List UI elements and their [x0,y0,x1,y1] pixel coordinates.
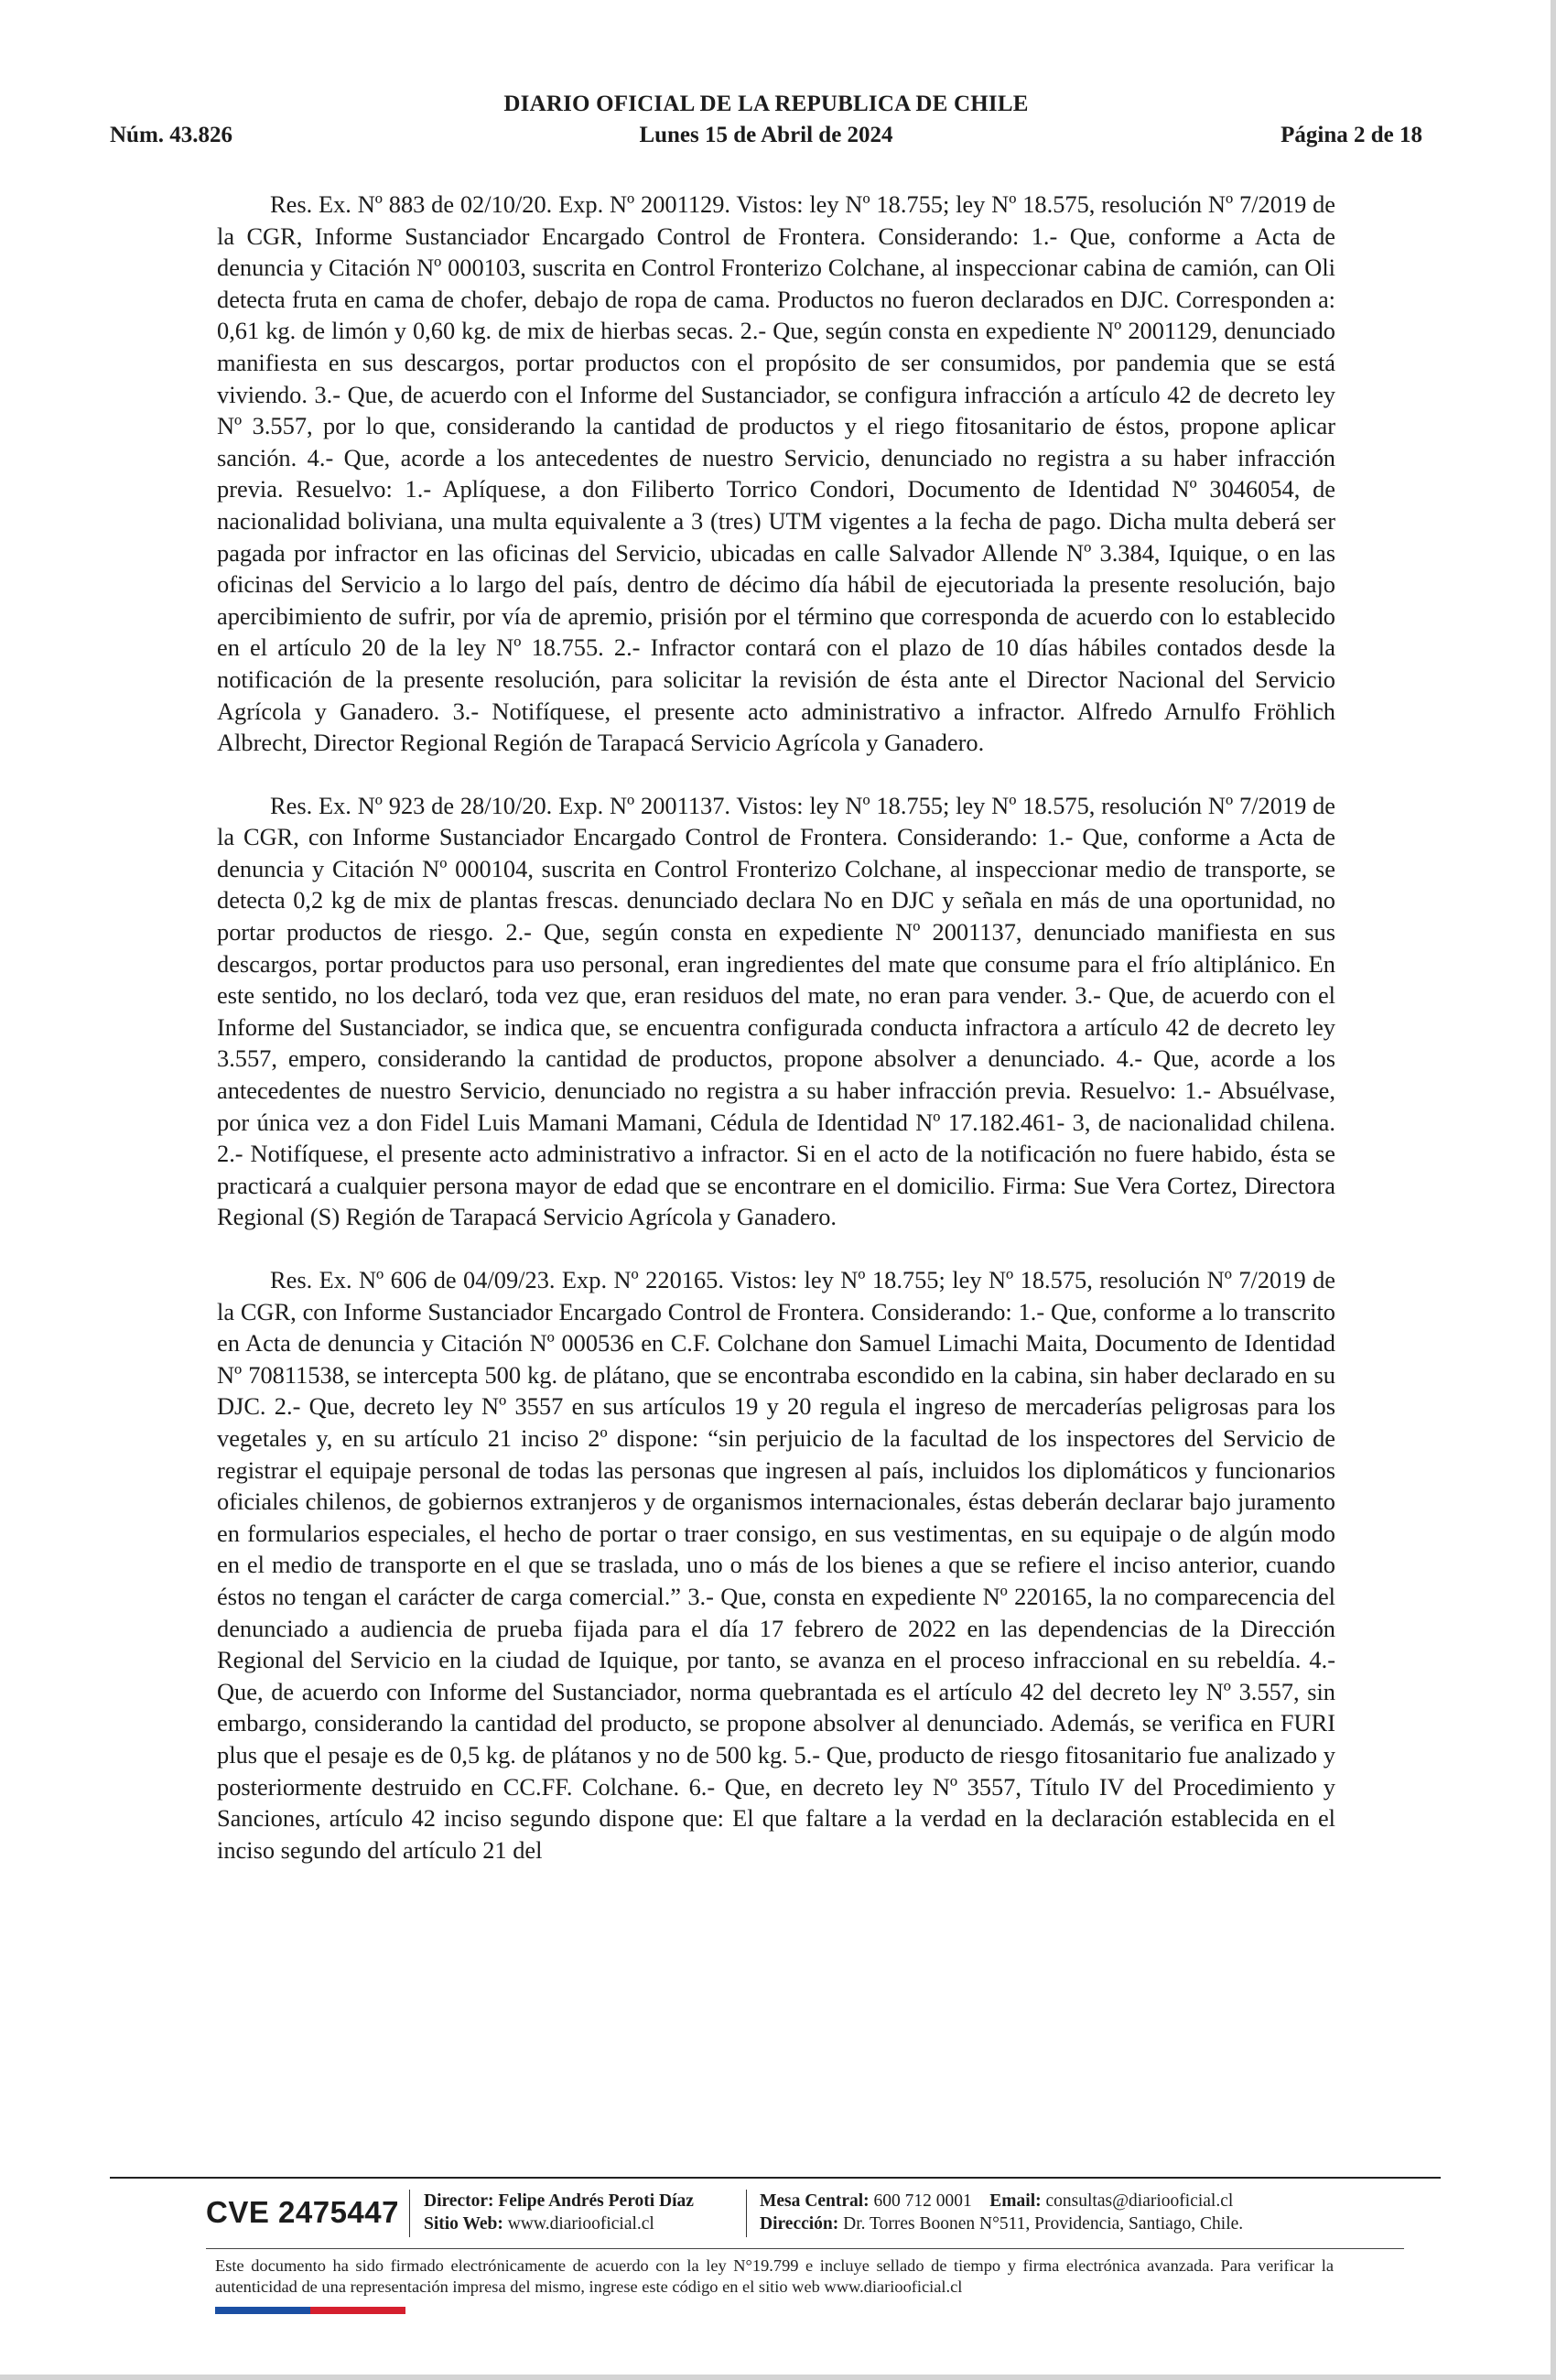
email-label: Email: [989,2191,1042,2211]
website-link[interactable]: www.diariooficial.cl [507,2214,654,2234]
footer-separator [409,2190,410,2237]
footer-contact-block [760,2190,1243,2235]
email-link[interactable]: consultas@diariooficial.cl [1045,2191,1234,2211]
footer-divider [206,2248,1404,2249]
direccion-value: Dr. Torres Boonen N°511, Providencia, Santiago, Chile. [843,2214,1244,2234]
direccion-label: Dirección: [760,2214,839,2234]
issue-number: Núm. 43.826 [110,123,233,147]
director-name: Felipe Andrés Peroti Díaz [498,2191,694,2211]
cve-code: CVE 2475447 [206,2195,399,2229]
mesa-phone: 600 712 0001 [873,2191,972,2211]
footer-info [206,2186,1404,2241]
chile-flag-stripe [215,2307,405,2314]
issue-date: Lunes 15 de Abril de 2024 [639,123,893,147]
footer-separator [746,2190,747,2237]
document-body [217,189,1335,1897]
resolution-paragraph: Res. Ex. Nº 923 de 28/10/20. Exp. Nº 2001137. Vistos: ley Nº 18.755; ley Nº 18.575, resolución Nº 7/2019 de la CGR, con Informe Sustanciador Encargado Control de Frontera. Considerando: 1.- Que, conforme a Acta de denuncia y Citación Nº 000104, suscrita en Control Fronterizo Colchane, al inspeccionar medio de transporte, se detecta 0,2 kg de mix de plantas frescas. denunciado declara No en DJC y señala en más de una oportunidad, no portar productos de riesgo. 2.- Que, según consta en expediente Nº 2001137, denunciado manifiesta en sus descargos, portar productos para uso personal, eran ingredientes del mate que consume para el frío altiplánico. En este sentido, no los declaró, toda vez que, eran residuos del mate, no eran para vender. 3.- Que, de acuerdo con el Informe del Sustanciador, se indica que, se encuentra configurada conducta infractora a artículo 42 de decreto ley 3.557, empero, considerando la cantidad de productos, propone absolver a denunciado. 4.- Que, acorde a los antecedentes de nuestro Servicio, denunciado no registra a su haber infracción previa. Resuelvo: 1.- Absuélvase, por única vez a don Fidel Luis Mamani Mamani, Cédula de Identidad Nº 17.182.461- 3, de nacionalidad chilena. 2.- Notifíquese, el presente acto administrativo a infractor. Si en el acto de la notificación no fuere habido, ésta se practicará a cualquier persona mayor de edad que se encontrare en el domicilio. Firma: Sue Vera Cortez, Directora Regional (S) Región de Tarapacá Servicio Agrícola y Ganadero. [217,791,1335,1231]
website-label: Sitio Web: [424,2214,503,2234]
page-number: Página 2 de 18 [1280,123,1422,147]
director-label: Director: [424,2191,494,2211]
mesa-label: Mesa Central: [760,2191,870,2211]
page-header [110,92,1422,156]
electronic-signature-note: Este documento ha sido firmado electrónicamente de acuerdo con la ley N°19.799 e incluye sellado de tiempo y firma electrónica avanzada. Para verificar la autenticidad de una representación impresa del mismo, ingrese este código en el sitio web www.diariooficial.cl [215,2256,1334,2296]
flag-blue-band [215,2307,310,2314]
resolution-paragraph: Res. Ex. Nº 606 de 04/09/23. Exp. Nº 220165. Vistos: ley Nº 18.755; ley Nº 18.575, resolución Nº 7/2019 de la CGR, con Informe Sustanciador Encargado Control de Frontera. Considerando: 1.- Que, conforme a lo transcrito en Acta de denuncia y Citación Nº 000536 en C.F. Colchane don Samuel Limachi Maita, Documento de Identidad Nº 70811538, se intercepta 500 kg. de plátano, que se encontraba escondido en la cabina, sin haber declarado en su DJC. 2.- Que, decreto ley Nº 3557 en sus artículos 19 y 20 regula el ingreso de mercaderías peligrosas para los vegetales y, en su artículo 21 inciso 2º dispone: “sin perjuicio de la facultad de los inspectores del Servicio de registrar el equipaje personal de todas las personas que ingresen al país, incluidos los diplomáticos y funcionarios oficiales chilenos, de gobiernos extranjeros y de organismos internacionales, éstas deberán declarar bajo juramento en formularios especiales, el hecho de portar o traer consigo, en sus vestimentas, en su equipaje o de algún modo en el medio de transporte en el que se traslada, uno o más de los bienes a que se refiere el inciso anterior, cuando éstos no tengan el carácter de carga comercial.” 3.- Que, consta en expediente Nº 220165, la no comparecencia del denunciado a audiencia de prueba fijada para el día 17 febrero de 2022 en las dependencias de la Dirección Regional del Servicio en la ciudad de Iquique, por tanto, se avanza en el proceso infraccional en su rebeldía. 4.- Que, de acuerdo con Informe del Sustanciador, norma quebrantada es el artículo 42 del decreto ley Nº 3.557, sin embargo, considerando la cantidad del producto, se propone absolver al denunciado. Además, se verifica en FURI plus que el pesaje es de 0,5 kg. de plátanos y no de 500 kg. 5.- Que, producto de riesgo fitosanitario fue analizado y posteriormente destruido en CC.FF. Colchane. 6.- Que, en decreto ley Nº 3557, Título IV del Procedimiento y Sanciones, artículo 42 inciso segundo dispone que: El que faltare a la verdad en la declaración establecida en el inciso segundo del artículo 21 del [217,1266,1335,1864]
footer-divider [110,2177,1441,2179]
footer-director-block [424,2190,694,2235]
flag-red-band [310,2307,405,2314]
publication-title: DIARIO OFICIAL DE LA REPUBLICA DE CHILE [503,92,1029,116]
resolution-paragraph: Res. Ex. Nº 883 de 02/10/20. Exp. Nº 2001129. Vistos: ley Nº 18.755; ley Nº 18.575, resolución Nº 7/2019 de la CGR, Informe Sustanciador Encargado Control de Frontera. Considerando: 1.- Que, conforme a Acta de denuncia y Citación Nº 000103, suscrita en Control Fronterizo Colchane, al inspeccionar cabina de camión, can Oli detecta fruta en cama de chofer, debajo de ropa de cama. Productos no fueron declarados en DJC. Corresponden a: 0,61 kg. de limón y 0,60 kg. de mix de hierbas secas. 2.- Que, según consta en expediente Nº 2001129, denunciado manifiesta en sus descargos, portar productos con el propósito de ser consumidos, por pandemia que se está viviendo. 3.- Que, de acuerdo con el Informe del Sustanciador, se configura infracción a artículo 42 de decreto ley Nº 3.557, por lo que, considerando la cantidad de productos y el riego fitosanitario de éstos, propone aplicar sanción. 4.- Que, acorde a los antecedentes de nuestro Servicio, denunciado no registra a su haber infracción previa. Resuelvo: 1.- Aplíquese, a don Filiberto Torrico Condori, Documento de Identidad Nº 3046054, de nacionalidad boliviana, una multa equivalente a 3 (tres) UTM vigentes a la fecha de pago. Dicha multa deberá ser pagada por infractor en las oficinas del Servicio, ubicadas en calle Salvador Allende Nº 3.384, Iquique, o en las oficinas del Servicio a lo largo del país, dentro de décimo día hábil de ejecutoriada la presente resolución, bajo apercibimiento de sufrir, por vía de apremio, prisión por el término que corresponda de acuerdo con lo establecido en el artículo 20 de la ley Nº 18.755. 2.- Infractor contará con el plazo de 10 días hábiles contados desde la notificación de la presente resolución, para solicitar la revisión de ésta ante el Director Nacional del Servicio Agrícola y Ganadero. 3.- Notifíquese, el presente acto administrativo a infractor. Alfredo Arnulfo Fröhlich Albrecht, Director Regional Región de Tarapacá Servicio Agrícola y Ganadero. [217,190,1335,757]
